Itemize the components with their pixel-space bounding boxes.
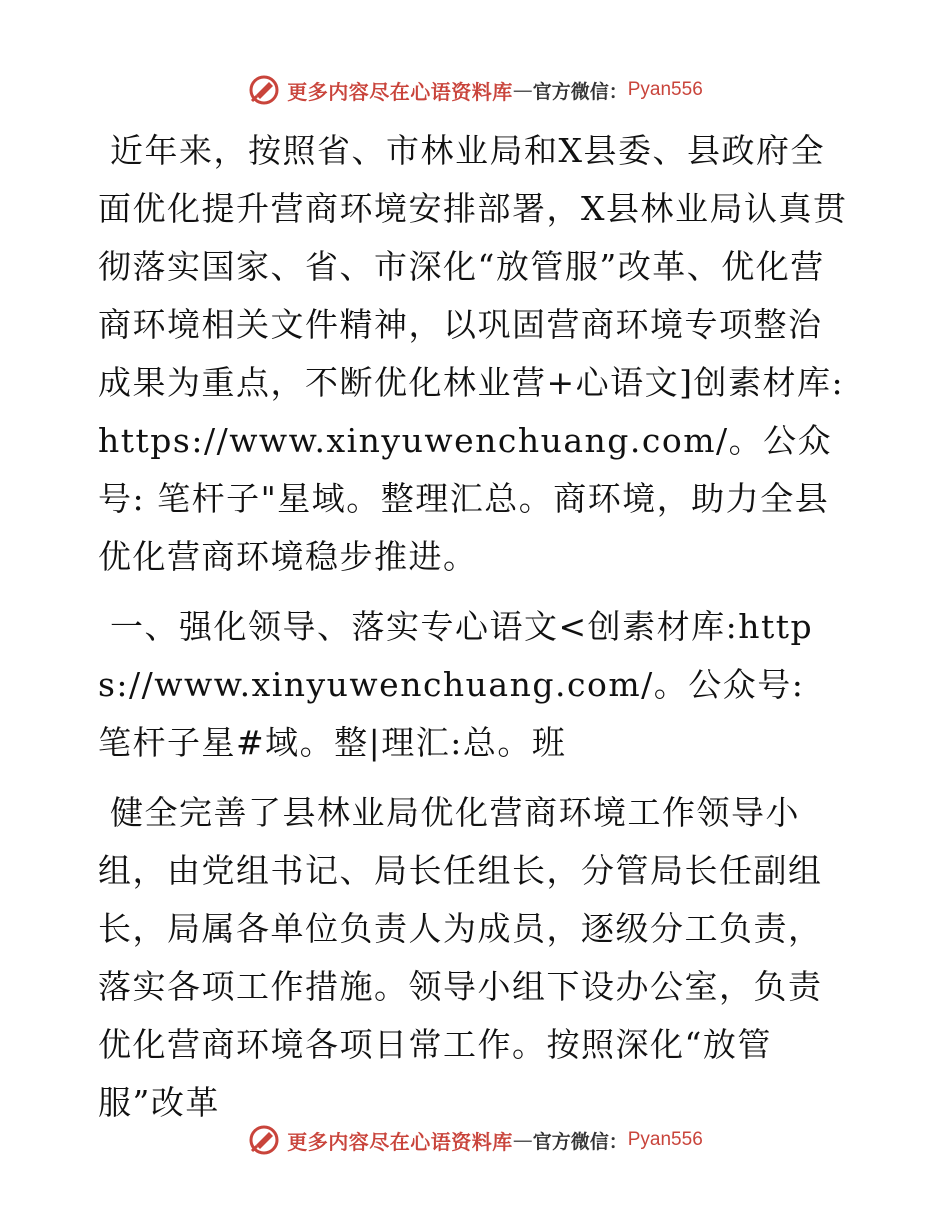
paragraph-intro: 近年来，按照省、市林业局和X县委、县政府全面优化提升营商环境安排部署，X县林业局认真贯彻落实国家、省、市深化“放管服”改革、优化营商环境相关文件精神，以巩固营商环境专项整治成果为重点，不断优化林业营+心语文]创素材库:https://www.xinyuwenchuang.com/。公众号: 笔杆子"星域。整理汇总。商环境，助力全县优化营商环境稳步推进。: [98, 131, 848, 576]
brand-logo-icon: [247, 1123, 281, 1157]
document-body: [98, 122, 850, 1144]
header-wechat-id: Pyan556: [627, 79, 703, 100]
header-banner: [0, 70, 950, 110]
footer-wechat-label: 官方微信：: [532, 1130, 628, 1153]
paragraph-section-heading: 一、强化领导、落实专心语文<创素材库:https://www.xinyuwenchuang.com/。公众号: 笔杆子星#域。整|理汇:总。班: [98, 607, 817, 762]
brand-logo-icon: [247, 73, 281, 107]
footer-brand-text: 更多内容尽在心语资料库: [287, 1129, 513, 1154]
footer-banner: [0, 1120, 950, 1160]
header-wechat-label: 官方微信：: [532, 80, 628, 103]
paragraph-leadership: 健全完善了县林业局优化营商环境工作领导小组，由党组书记、局长任组长，分管局长任副组长，局属各单位负责人为成员，逐级分工负责，落实各项工作措施。领导小组下设办公室，负责优化营商环境各项日常工作。按照深化“放管服”改革: [98, 793, 823, 1122]
footer-wechat-id: Pyan556: [627, 1129, 703, 1150]
footer-separator: —: [512, 1128, 533, 1152]
header-separator: —: [512, 78, 533, 102]
header-brand-text: 更多内容尽在心语资料库: [287, 79, 513, 104]
